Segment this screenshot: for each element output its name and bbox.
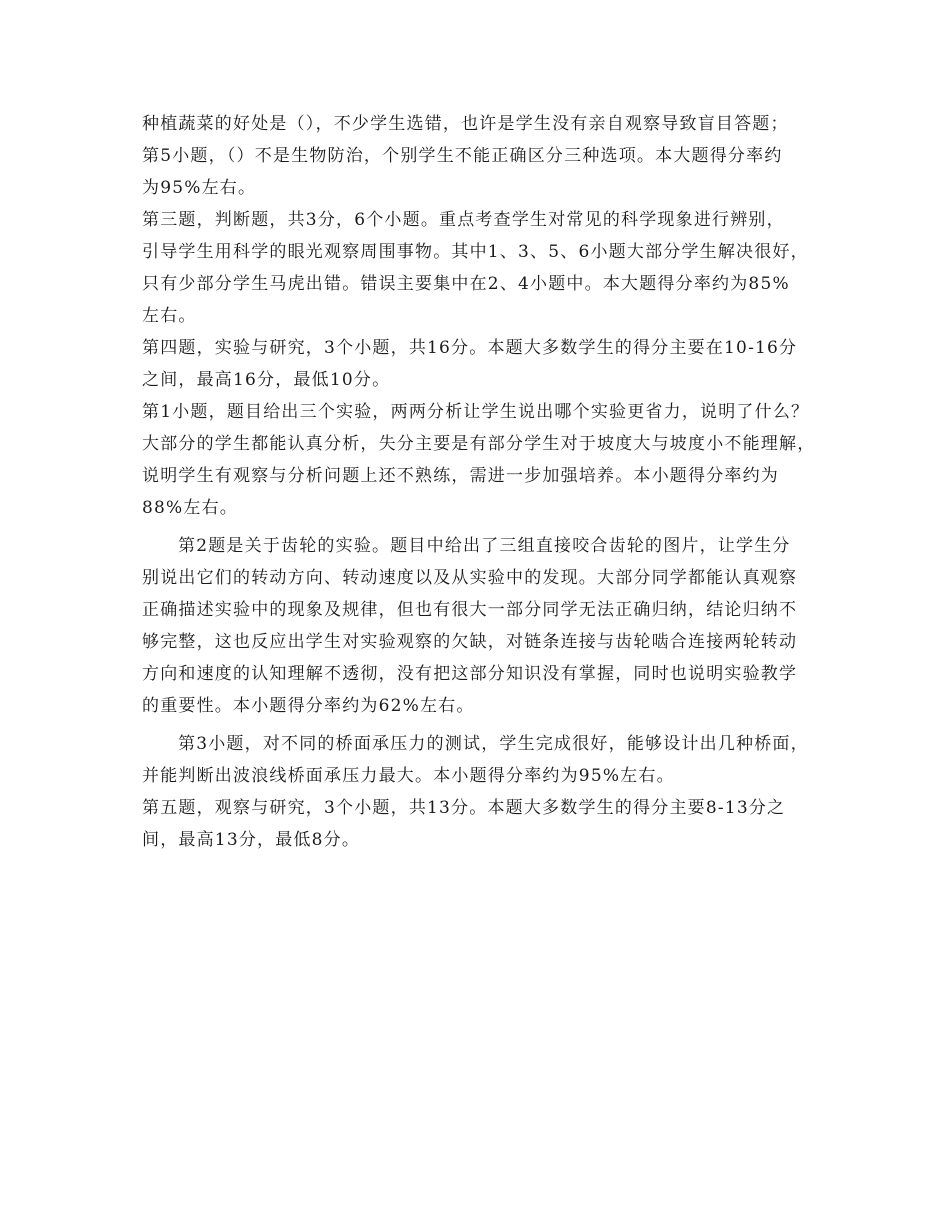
text-line: 左右。 <box>142 306 197 326</box>
text-line: 方向和速度的认知理解不透彻，没有把这部分知识没有掌握，同时也说明实验教学 <box>142 664 798 684</box>
paragraph <box>142 332 822 396</box>
text-line: 的重要性。本小题得分率约为62%左右。 <box>142 696 475 716</box>
text-line: 只有少部分学生马虎出错。错误主要集中在2、4小题中。本大题得分率约为85% <box>142 274 790 294</box>
text-line: 第5小题，（）不是生物防治，个别学生不能正确区分三种选项。本大题得分率约 <box>142 146 783 166</box>
paragraph <box>142 530 822 722</box>
text-line: 说明学生有观察与分析问题上还不熟练，需进一步加强培养。本小题得分率约为 <box>142 466 779 486</box>
paragraph <box>142 108 822 204</box>
text-line: 别说出它们的转动方向、转动速度以及从实验中的发现。大部分同学都能认真观察 <box>142 568 798 588</box>
text-line: 种植蔬菜的好处是（），不少学生选错，也许是学生没有亲自观察导致盲目答题； <box>142 114 789 134</box>
paragraph <box>142 792 822 856</box>
text-line: 第三题，判断题，共3分，6个小题。重点考查学生对常见的科学现象进行辨别， <box>142 210 785 230</box>
text-line: 第四题，实验与研究，3个小题，共16分。本题大多数学生的得分主要在10-16分 <box>142 338 798 358</box>
paragraph <box>142 396 822 524</box>
text-line: 第2题是关于齿轮的实验。题目中给出了三组直接咬合齿轮的图片，让学生分 <box>178 536 791 556</box>
text-line: 间，最高13分，最低8分。 <box>142 830 361 850</box>
text-line: 并能判断出波浪线桥面承压力最大。本小题得分率约为95%左右。 <box>142 766 675 786</box>
text-line: 之间，最高16分，最低10分。 <box>142 370 391 390</box>
text-line: 88%左右。 <box>142 498 238 518</box>
text-line: 第五题，观察与研究，3个小题，共13分。本题大多数学生的得分主要8-13分之 <box>142 798 786 818</box>
text-line: 引导学生用科学的眼光观察周围事物。其中1、3、5、6小题大部分学生解决很好， <box>142 242 809 262</box>
text-line: 为95%左右。 <box>142 178 257 198</box>
text-line: 正确描述实验中的现象及规律，但也有很大一部分同学无法正确归纳，结论归纳不 <box>142 600 798 620</box>
text-line: 第1小题，题目给出三个实验，两两分析让学生说出哪个实验更省力，说明了什么？ <box>142 402 810 422</box>
paragraph <box>142 204 822 332</box>
text-line: 够完整，这也反应出学生对实验观察的欠缺，对链条连接与齿轮啮合连接两轮转动 <box>142 632 798 652</box>
text-line: 第3小题，对不同的桥面承压力的测试，学生完成很好，能够设计出几种桥面， <box>178 734 809 754</box>
paragraph <box>142 728 822 792</box>
document-body <box>142 108 822 856</box>
text-line: 大部分的学生都能认真分析，失分主要是有部分学生对于坡度大与坡度小不能理解， <box>142 434 816 454</box>
